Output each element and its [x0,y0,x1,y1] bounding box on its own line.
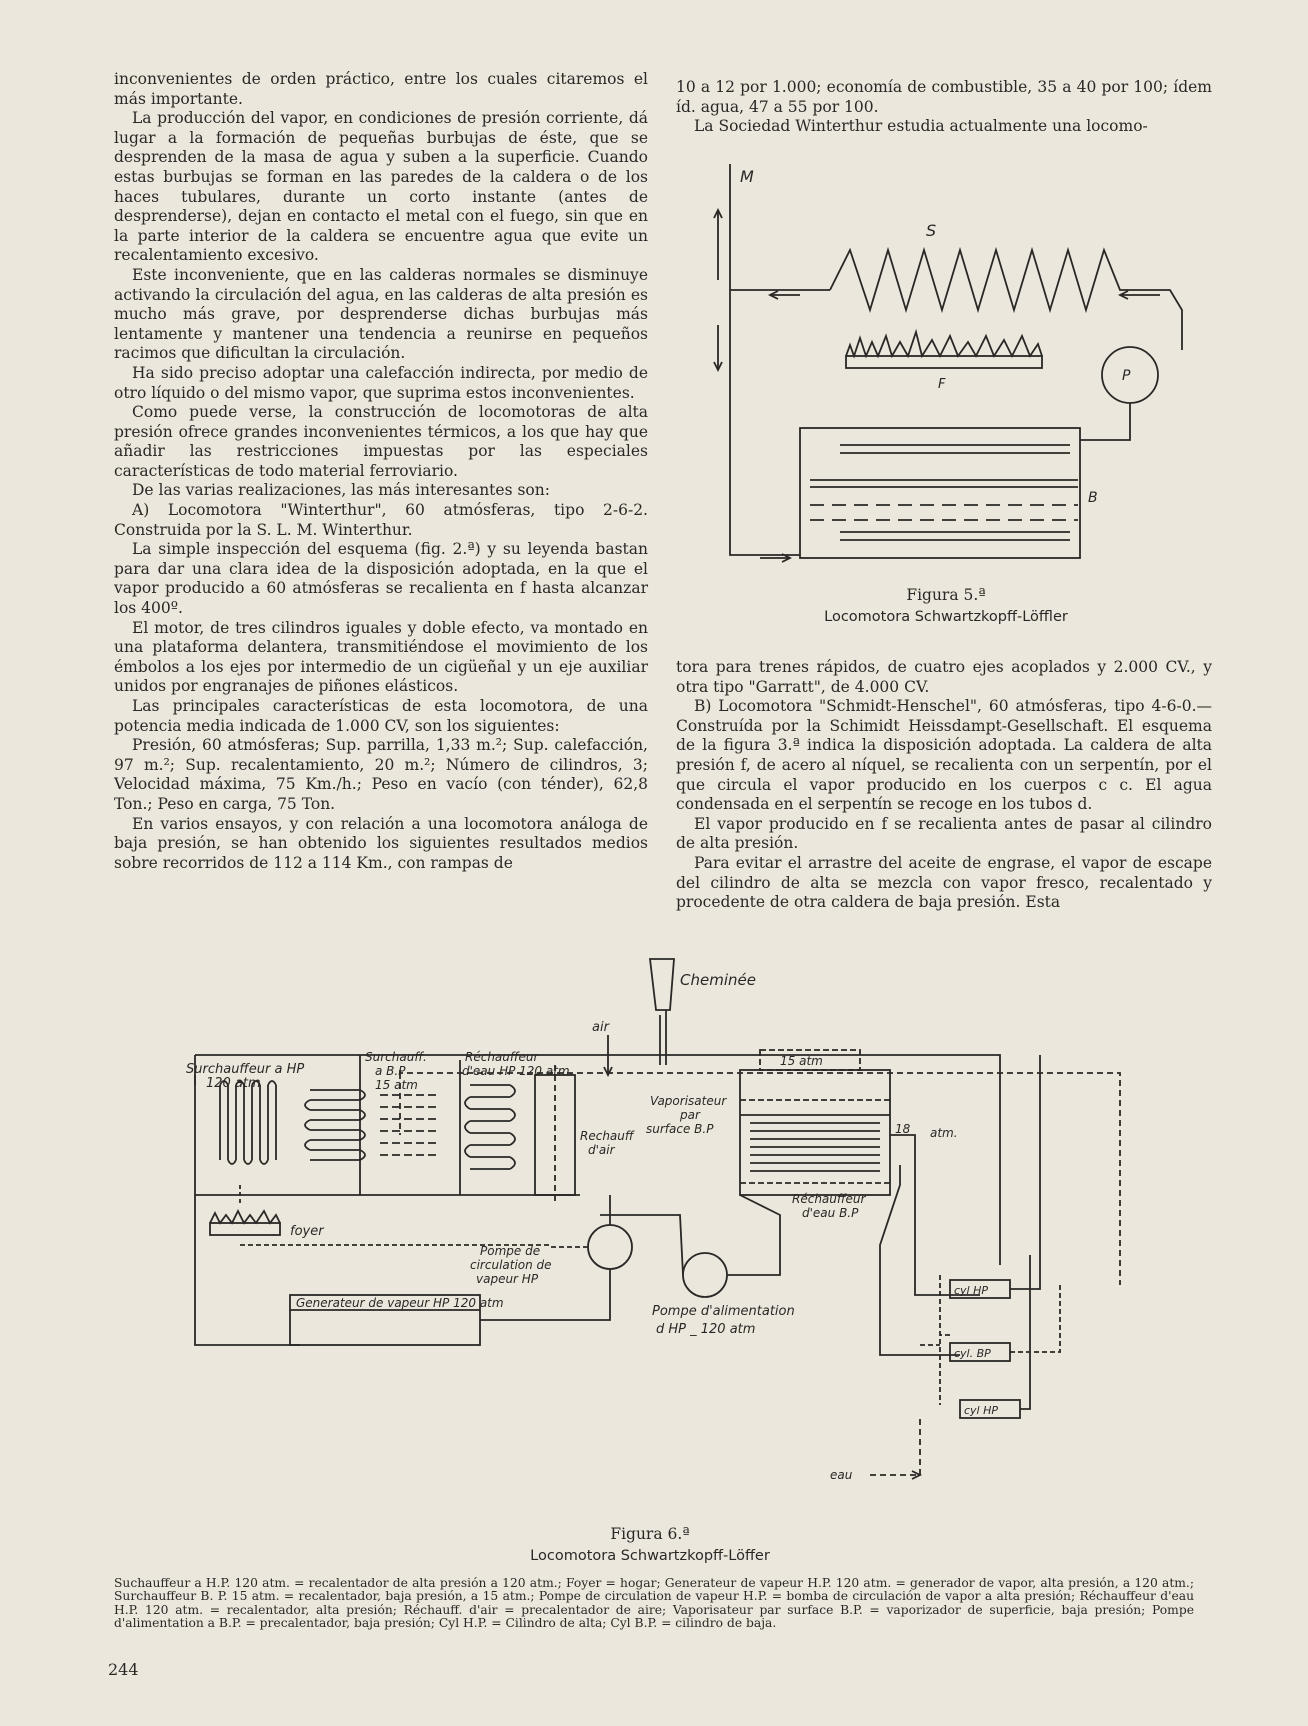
fig6-label-rechauff-air-2: d'air [588,1143,615,1157]
fig6-label-cheminee: Cheminée [680,971,756,989]
paragraph: 10 a 12 por 1.000; economía de combustible, 35 a 40 por 100; ídem íd. agua, 47 a 55 por 100. [676,78,1212,116]
paragraph: tora para trenes rápidos, de cuatro ejes acoplados y 2.000 CV., y otra tipo "Garratt", de 4.000 CV. [676,658,1212,696]
right-text-column-bottom [676,658,1212,913]
fig6-label-air: air [592,1020,609,1035]
page-number: 244 [108,1660,139,1679]
paragraph: Este inconveniente, que en las calderas normales se disminuye activando la circulación del agua, en las calderas de alta presión es mucho más grave, por desprenderse dichas burbujas más lentamente y mantener una tendencia a reunirse en pequeños racimos que dificultan la circulación. [114,265,648,363]
fig6-label-cyl-bp: cyl. BP [954,1347,991,1360]
fig6-label-vaporisateur-3: surface B.P [646,1122,714,1136]
paragraph: El vapor producido en f se recalienta antes de pasar al cilindro de alta presión. [676,814,1212,853]
fig6-label-generateur: Generateur de vapeur HP 120 atm [296,1296,504,1310]
fig5-label-s: S [926,221,937,240]
fig6-label-rechauffeur-bp: Réchauffeur [792,1192,866,1206]
fig6-label-pompe-circ: Pompe de [480,1244,541,1258]
paragraph: En varios ensayos, y con relación a una locomotora análoga de baja presión, se han obtenido los siguientes resultados medios sobre recorridos de 112 a 114 Km., con rampas de [114,814,648,872]
figure-6-legend: Suchauffeur a H.P. 120 atm. = recalentador de alta presión a 120 atm.; Foyer = hogar; Generateur de vapeur H.P. 120 atm. = generador de vapor, alta presión, a 120 atm.; Surchauffeur B. P. 15 atm. = recalentador, baja presión, a 15 atm.; Pompe de circulation de vapeur H.P. = bomba de circulación de vapor a alta presión; Réchauffeur d'eau H.P. 120 atm. = recalentador, alta presión; Réchauff. d'air = precalentador de aire; Vaporisateur par surface B.P. = vaporizador de superficie, baja presión; Pompe d'alimentation a B.P. = precalentador, baja presión; Cyl H.P. = Cilindro de alta; Cyl B.P. = cilindro de baja. [114,1576,1194,1631]
fig5-label-b: B [1088,490,1098,506]
figure-5-caption [776,584,1116,628]
fig6-label-foyer: foyer [290,1224,324,1239]
fig6-label-pompe-alim: Pompe d'alimentation [652,1304,795,1319]
paragraph: Presión, 60 atmósferas; Sup. parrilla, 1,33 m.²; Sup. calefacción, 97 m.²; Sup. recalentamiento, 20 m.²; Número de cilindros, 3; Velocidad máxima, 75 Km./h.; Peso en vacío (con ténder), 62,8 Ton.; Peso en carga, 75 Ton. [114,736,648,813]
figure-6-title: Locomotora Schwartzkopff-Löffer [530,1548,770,1564]
fig6-label-surchauff-bp-2: a B.P [375,1064,406,1078]
fig6-label-surchauffeur-hp: Surchauffeur a HP [186,1062,305,1077]
fig6-label-eau: eau [830,1468,853,1482]
paragraph: Ha sido preciso adoptar una calefacción indirecta, por medio de otro líquido o del mismo vapor, que suprima estos inconvenientes. [114,363,648,402]
paragraph: La simple inspección del esquema (fig. 2.ª) y su leyenda bastan para dar una clara idea de la disposición adoptada, en la que el vapor producido a 60 atmósferas se recalienta en f hasta alcanzar los 400º. [114,540,648,618]
paragraph: La Sociedad Winterthur estudia actualmente una locomo- [694,117,1148,136]
fig5-label-f: F [938,377,946,392]
figure-6-diagram [180,955,1140,1515]
fig6-label-cyl-hp-2: cyl HP [964,1404,999,1417]
figure-5-number: Figura 5.ª [906,586,986,604]
paragraph: El motor, de tres cilindros iguales y doble efecto, va montado en una plataforma delantera, transmitiéndose el movimiento de los émbolos a los ejes por intermedio de un cigüeñal y un eje auxiliar unidos por engranajes de piñones elásticos. [114,618,648,696]
figure-6-number: Figura 6.ª [610,1525,690,1543]
fig6-label-atm15: 15 atm [780,1054,823,1068]
paragraph: Las principales características de esta locomotora, de una potencia media indicada de 1.000 CV, son los siguientes: [114,697,648,735]
fig6-label-rechauff-air: Rechauff [580,1129,634,1143]
figure-5-diagram [700,160,1220,580]
fig6-label-pompe-circ-3: vapeur HP [476,1272,539,1286]
fig6-label-rechauffeur-hp-2: d'eau HP 120 atm. [462,1064,574,1078]
fig6-label-surchauff-bp-3: 15 atm [375,1078,418,1092]
paragraph: De las varias realizaciones, las más interesantes son: [132,481,550,500]
fig6-label-rechauffeur-hp: Réchauffeur [465,1050,539,1064]
fig6-label-rechauffeur-bp-2: d'eau B.P [802,1206,859,1220]
fig6-label-atm: atm. [930,1126,958,1140]
figure-5-title: Locomotora Schwartzkopff-Löffler [824,609,1068,625]
fig5-label-m: M [740,167,754,186]
paragraph: inconvenientes de orden práctico, entre los cuales citaremos el más importante. [114,70,648,108]
fig6-label-atm18: 18 [895,1122,911,1136]
paragraph-locomotive-b: B) Locomotora "Schmidt-Henschel", 60 atmósferas, tipo 4-6-0.—Construída por la Schimidt Heissdampt-Gesellschaft. El esquema de la figura 3.ª indica la disposición adoptada. La caldera de alta presión f, de acero al níquel, se recalienta con un serpentín, por el que circula el vapor producido en los cuerpos c c. El agua condensada en el serpentín se recoge en los tubos d. [676,697,1212,814]
paragraph: Para evitar el arrastre del aceite de engrase, el vapor de escape del cilindro de alta se mezcla con vapor fresco, recalentado y procedente de otra caldera de baja presión. Esta [676,853,1212,912]
fig6-label-pompe-circ-2: circulation de [470,1258,552,1272]
fig6-label-vaporisateur-2: par [680,1108,700,1122]
fig6-label-surchauff-bp: Surchauff. [365,1050,427,1064]
fig6-label-pompe-alim-2: d HP _ 120 atm [656,1322,756,1337]
left-text-column [114,70,648,873]
fig6-label-vaporisateur: Vaporisateur [650,1094,727,1108]
paragraph: Como puede verse, la construcción de locomotoras de alta presión ofrece grandes inconvenientes térmicos, a los que hay que añadir las restricciones impuestas por las especiales características de todo material ferroviario. [114,403,648,480]
figure-6-caption [480,1523,820,1567]
paragraph: La producción del vapor, en condiciones de presión corriente, dá lugar a la formación de pequeñas burbujas de éste, que se desprenden de la masa de agua y suben a la superficie. Cuando estas burbujas se forman en las paredes de la caldera o de los haces tubulares, durante un corto instante (antes de desprenderse), dejan en contacto el metal con el fuego, sin que en la parte interior de la caldera se encuentre agua que evite un recalentamiento excesivo. [114,109,648,265]
paragraph-locomotive-a: A) Locomotora "Winterthur", 60 atmósferas, tipo 2-6-2. Construida por la S. L. M. Winterthur. [114,501,648,539]
fig5-label-p: P [1122,368,1131,384]
fig6-label-cyl-hp-1: cyl HP [954,1284,989,1297]
fig6-label-surchauffeur-hp-2: 120 atm [206,1076,261,1091]
right-text-column-top [676,78,1212,137]
